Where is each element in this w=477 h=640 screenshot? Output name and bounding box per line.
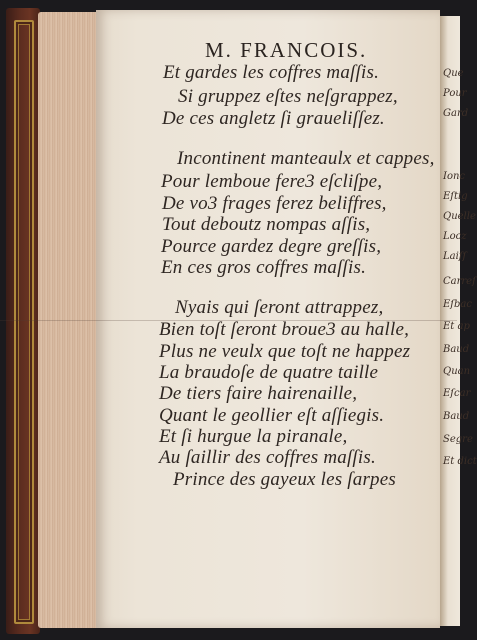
verse-line: Nyais qui ſeront attrappez,: [175, 297, 384, 318]
verse-line: Pour lemboue fere3 eſcliſpe,: [161, 171, 383, 192]
facing-page-text: Pour: [443, 88, 467, 99]
verse-line: De vo3 frages ferez beliffres,: [162, 193, 387, 214]
facing-page-text: Baud: [443, 344, 470, 355]
verse-line: Au ſaillir des coffres maſſis.: [159, 447, 376, 468]
scan-crease: [0, 320, 457, 321]
facing-page-text: Et dict: [443, 456, 477, 467]
verse-line: Prince des gayeux les ſarpes: [173, 469, 396, 490]
verse-line: La braudoſe de quatre taille: [159, 362, 379, 383]
facing-page-text: Eſbac: [443, 299, 472, 310]
verse-line: Et gardes les coffres maſſis.: [163, 62, 380, 83]
verse-line: Si gruppez eſtes neſgrappez,: [178, 86, 398, 107]
verse-line: Tout deboutz nompas aſſis,: [162, 214, 371, 235]
verse-line: Incontinent manteaulx et cappes,: [177, 148, 435, 169]
facing-page-text: Ionc: [443, 171, 466, 182]
running-header: M. FRANCOIS.: [205, 38, 368, 62]
facing-page-text: Carreſ: [443, 276, 476, 287]
verse-line: De ces angletz ſi graueliſſez.: [162, 108, 385, 129]
verse-line: Quant le geollier eſt aſſiegis.: [159, 405, 385, 426]
facing-page-text: Eſcar: [443, 388, 471, 399]
facing-page-text: Que: [443, 68, 464, 79]
verse-line: De tiers faire hairenaille,: [159, 383, 358, 404]
facing-page-text: Baud: [443, 411, 470, 422]
facing-page-text: Quelle: [443, 211, 476, 222]
facing-page-text: Locz: [443, 231, 467, 242]
verse-line: Et ſi hurgue la piranale,: [159, 426, 348, 447]
verse-line: Bien toſt ſeront broue3 au halle,: [159, 319, 410, 340]
verse-line: Plus ne veulx que toſt ne happez: [159, 341, 411, 362]
facing-page-text: Et ap: [443, 321, 470, 332]
facing-page-text: Segre: [443, 434, 473, 445]
verse-line: Pource gardez degre greſſis,: [161, 236, 382, 257]
gilt-border: [14, 20, 34, 624]
facing-page-text: Eſtig: [443, 191, 468, 202]
facing-page-text: Quan: [443, 366, 471, 377]
facing-page-text: Gard: [443, 108, 469, 119]
facing-page-fragment: [440, 16, 477, 626]
facing-page-text: Laiſſ: [443, 251, 467, 262]
verse-line: En ces gros coffres maſſis.: [161, 257, 367, 278]
